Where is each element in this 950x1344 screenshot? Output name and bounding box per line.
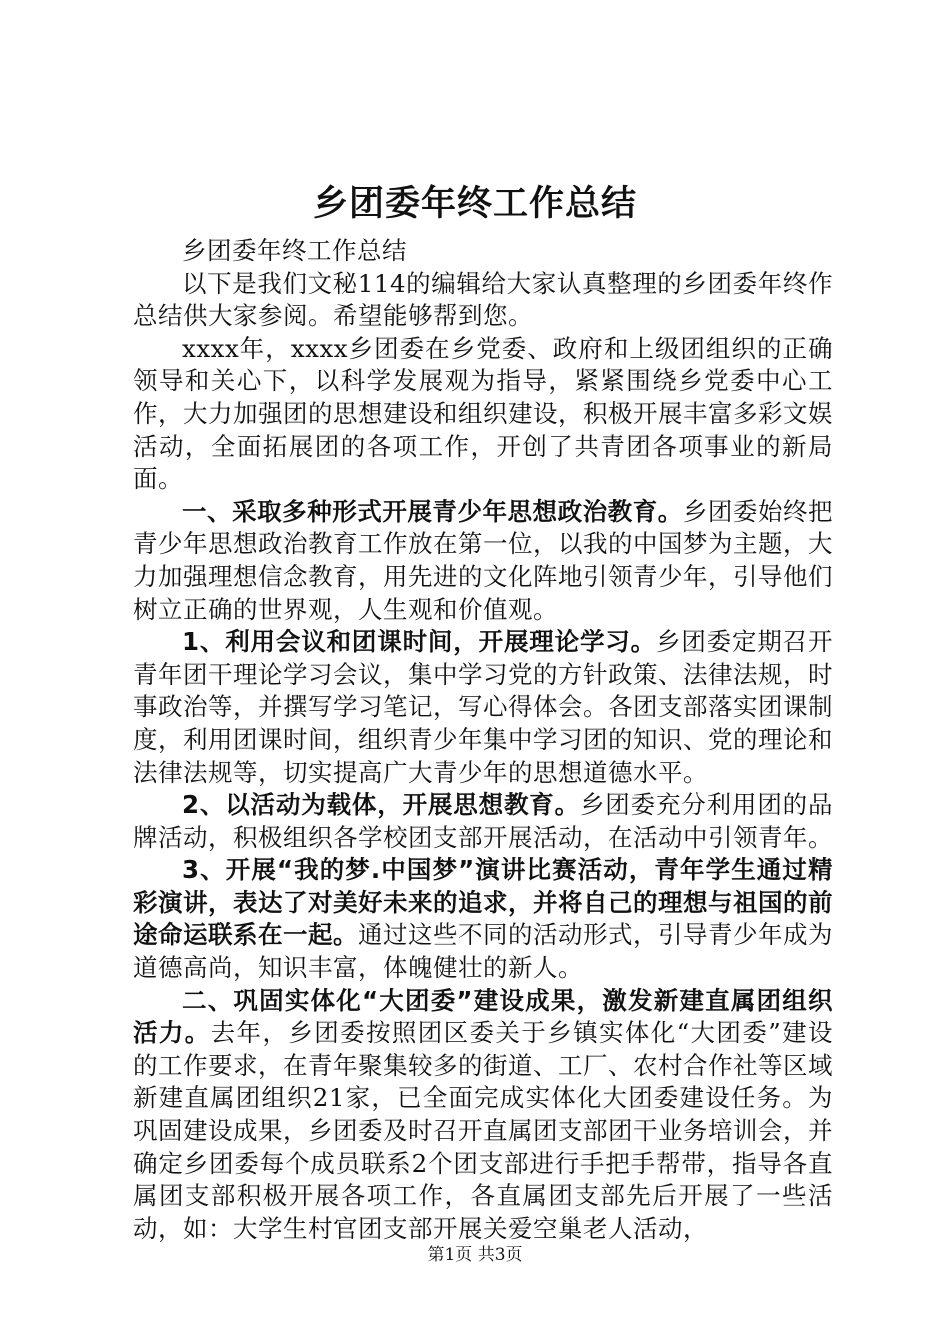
paragraph-text: 去年，乡团委按照团区委关于乡镇实体化“大团委”建设的工作要求，在青年聚集较多的街道、工厂、农村合作社等区域新建直属团组织21家，已全面完成实体化大团委建设任务。为巩固建设成果，乡团委及时召开直属团支部团干业务培训会，并确定乡团委每个成员联系2个团支部进行手把手帮带，指导各直属团支部积极开展各项工作，各直属团支部先后开展了一些活动，如：大学生村官团支部开展关爱空巢老人活动，: [133, 1018, 833, 1243]
document-body: [133, 235, 833, 1245]
paragraph: [133, 235, 833, 268]
paragraph: [133, 268, 833, 333]
document-title: 乡团委年终工作总结: [312, 184, 637, 224]
paragraph-heading: 一、采取多种形式开展青少年思想政治教育。: [182, 496, 683, 526]
paragraph-heading: 3、开展“我的梦.中国梦”演讲比赛活动，青年学生通过精彩演讲，表达了对美好未来的追求，并将自己的理想与祖国的前途命运联系在一起。: [133, 855, 833, 950]
page-footer: 第1页 共3页: [427, 1245, 523, 1265]
paragraph-text: 以下是我们文秘114的编辑给大家认真整理的乡团委年终作总结供大家参阅。希望能够帮到您。: [133, 268, 833, 331]
paragraph-heading: 2、以活动为载体，开展思想教育。: [182, 790, 580, 820]
paragraph: [133, 626, 833, 789]
paragraph-text: xxxx年，xxxx乡团委在乡党委、政府和上级团组织的正确领导和关心下，以科学发展观为指导，紧紧围绕乡党委中心工作，大力加强团的思想建设和组织建设，积极开展丰富多彩文娱活动，全面拓展团的各项工作，开创了共青团各项事业的新局面。: [133, 333, 833, 494]
paragraph-text: 通过这些不同的活动形式，引导青少年成为道德高尚，知识丰富，体魄健壮的新人。: [133, 920, 833, 983]
paragraph: [133, 789, 833, 854]
paragraph: [133, 333, 833, 496]
paragraph-text: 乡团委充分利用团的品牌活动，积极组织各学校团支部开展活动，在活动中引领青年。: [133, 790, 834, 852]
paragraph-text: 乡团委定期召开青年团干理论学习会议，集中学习党的方针政策、法律法规，时事政治等，并撰写学习笔记，写心得体会。各团支部落实团课制度，利用团课时间，组织青少年集中学习团的知识、党的理论和法律法规等，切实提高广大青少年的思想道德水平。: [133, 627, 834, 787]
paragraph-heading: 1、利用会议和团课时间，开展理论学习。: [182, 627, 656, 657]
paragraph-text: 乡团委始终把青少年思想政治教育工作放在第一位，以我的中国梦为主题，大力加强理想信念教育，用先进的文化阵地引领青少年，引导他们树立正确的世界观，人生观和价值观。: [133, 496, 834, 624]
paragraph: [133, 985, 833, 1246]
paragraph-heading: 二、巩固实体化“大团委”建设成果，激发新建直属团组织活力。: [133, 985, 833, 1048]
paragraph: [133, 496, 833, 626]
paragraph: [133, 854, 833, 984]
paragraph-text: 乡团委年终工作总结: [182, 236, 407, 265]
